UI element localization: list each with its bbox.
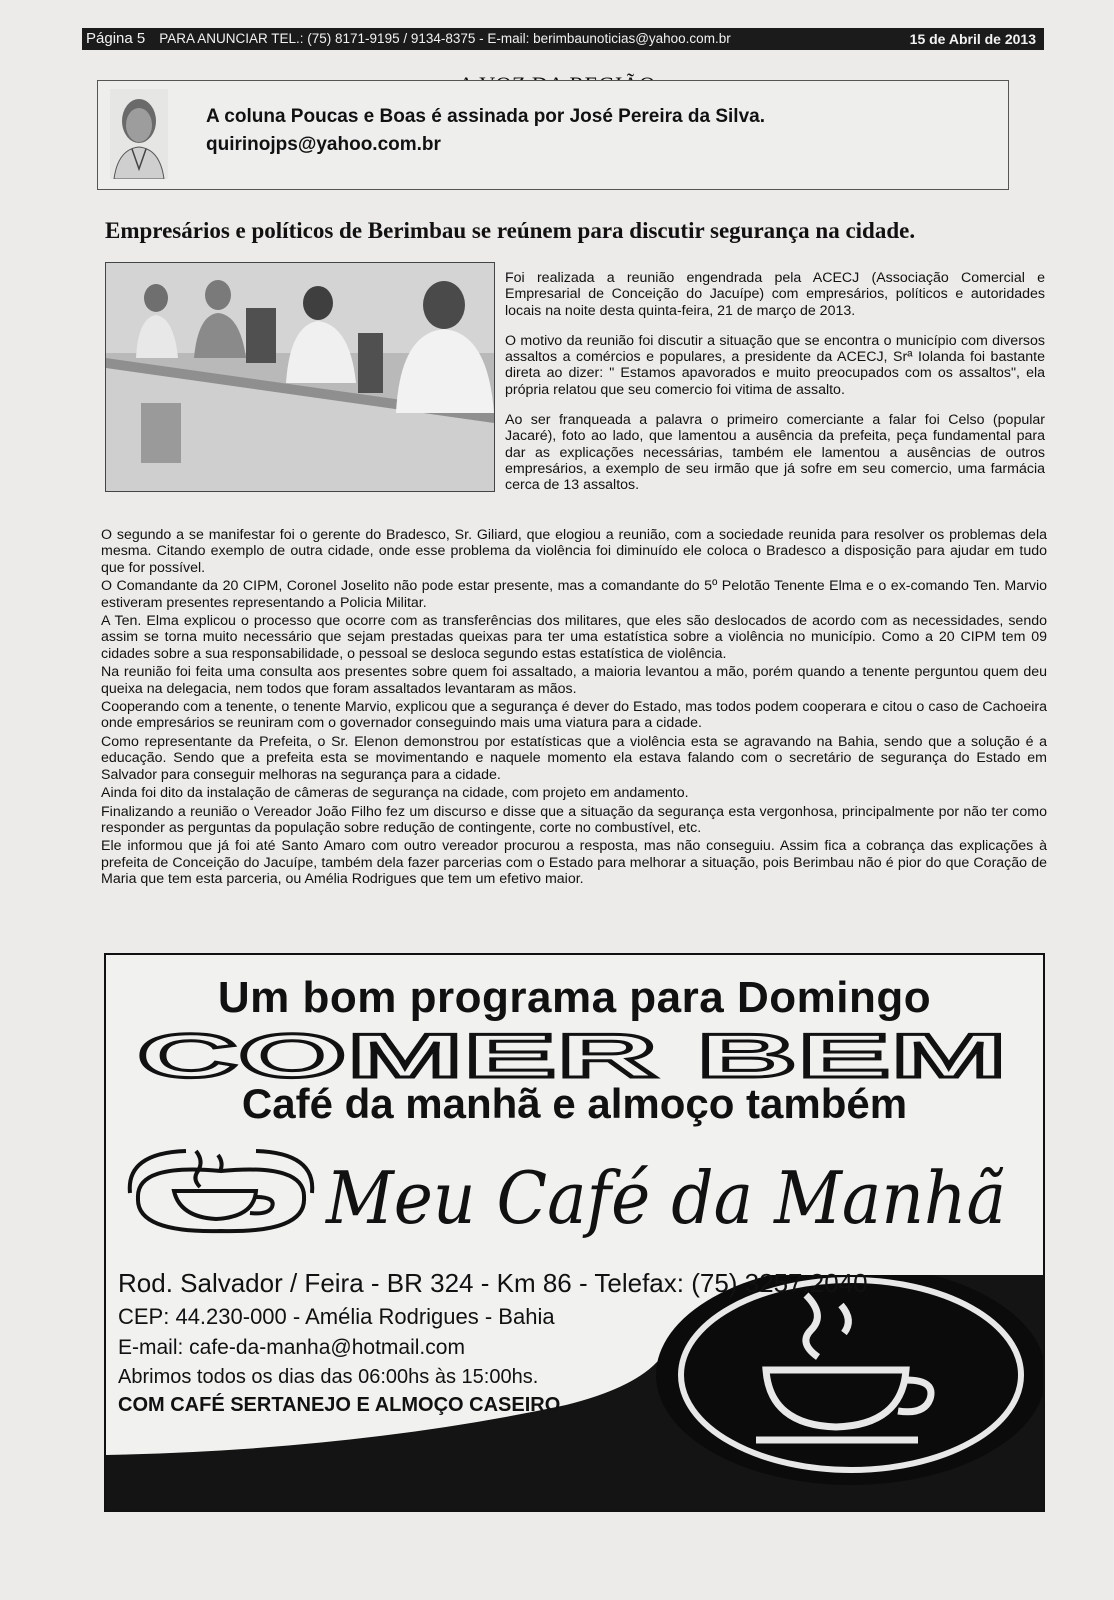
article-body: [101, 527, 1047, 890]
body-paragraph: O Comandante da 20 CIPM, Coronel Joselito não pode estar presente, mas a comandante do 5º Pelotão Tenente Elma e o ex-comando Ten. Marvio estiveram presentes representando a Policia Militar.: [101, 578, 1047, 611]
body-paragraph: Finalizando a reunião o Vereador João Filho fez um discurso e disse que a situação da segurança esta vergonhosa, principalmente por não ter como responder as perguntas da população sobre redução de contingente, corte no combustível, etc.: [101, 803, 1047, 836]
ad-outlined-title: [130, 1025, 1015, 1085]
body-paragraph: O segundo a se manifestar foi o gerente do Bradesco, Sr. Giliard, que elogiou a reunião, com a sociedade reunida para resolver os problemas dela mesma. Citando exemplo de outra cidade, onde esse problema da violência foi diminuído ele coloca o Bradesco a disposição para ajudar em tudo que for possível.: [101, 527, 1047, 576]
ad-email: E-mail: cafe-da-manha@hotmail.com: [118, 1336, 465, 1359]
intro-paragraph: O motivo da reunião foi discutir a situação que se encontra o município com diversos assaltos a comércios e populares, a presidente da ACECJ, Srª Iolanda foi bastante direta ao dizer: " Estamos apavorados e muito preocupados com os assaltos", ela própria relatou que seu comercio foi vitima de assalto.: [505, 332, 1045, 398]
issue-date: 15 de Abril de 2013: [909, 31, 1036, 47]
body-paragraph: Na reunião foi feita uma consulta aos presentes sobre quem foi assaltado, a maioria levantou a mão, porém quando a tenente perguntou quem deu queixa na delegacia, nem todos que foram assaltados levantaram as mãos.: [101, 664, 1047, 697]
contact-info: PARA ANUNCIAR TEL.: (75) 8171-9195 / 9134-8375 - E-mail: berimbaunoticias@yahoo.com.br: [159, 31, 731, 46]
column-byline: A coluna Poucas e Boas é assinada por José Pereira da Silva.: [206, 106, 765, 127]
ad-tagline: COM CAFÉ SERTANEJO E ALMOÇO CASEIRO: [118, 1394, 561, 1416]
advertisement: [104, 953, 1045, 1512]
ad-contact-block: [118, 1265, 868, 1419]
body-paragraph: Cooperando com a tenente, o tenente Marvio, explicou que a segurança é dever do Estado, mas todos podem cooperara e citou o caso de Cachoeira onde empresários se reuniram com o governador conseguindo mais uma viatura para a cidade.: [101, 699, 1047, 732]
meeting-photo: [105, 262, 495, 492]
coffee-cup-icon: [130, 1151, 313, 1231]
article-headline: Empresários e políticos de Berimbau se reúnem para discutir segurança na cidade.: [105, 218, 916, 243]
page-number: Página 5: [86, 30, 146, 47]
ad-address: Rod. Salvador / Feira - BR 324 - Km 86 - Telefax: (75) 3257.2040: [118, 1268, 868, 1298]
ad-cep: CEP: 44.230-000 - Amélia Rodrigues - Bahia: [118, 1304, 555, 1329]
article-intro: [505, 270, 1045, 508]
intro-paragraph: Ao ser franqueada a palavra o primeiro comerciante a falar foi Celso (popular Jacaré), foto ao lado, que lamentou a ausência da prefeita, peça fundamental para dar as explicações necessárias, também ele lamentou a ausências de outros empresários, a exemplo de seu irmão que já sofre em seu comercio, uma farmácia cerca de 13 assaltos.: [505, 412, 1045, 494]
body-paragraph: Como representante da Prefeita, o Sr. Elenon demonstrou por estatísticas que a violência esta se agravando na Bahia, sendo que a solução é a educação. Sendo que a prefeita esta se movimentando e naquele momento ela estava falando com o secretário de segurança do Estado em Salvador para conseguir melhoras na segurança para a cidade.: [101, 733, 1047, 783]
svg-text:COMER BEM: COMER BEM: [137, 1025, 1008, 1085]
body-paragraph: Ele informou que já foi até Santo Amaro com outro vereador procurou a resposta, mas não conseguiu. Assim fica a cobrança das explicações à prefeita de Conceição do Jacuípe, também dela fazer parcerias com o Estado para melhorar a situação, pois Berimbau não é pior do que Coração de Maria que tem esta parceria, ou Amélia Rodrigues que tem um efetivo maior.: [101, 838, 1047, 888]
body-paragraph: Ainda foi dito da instalação de câmeras de segurança na cidade, com projeto em andamento.: [101, 785, 689, 802]
author-portrait: [110, 89, 168, 179]
ad-hours: Abrimos todos os dias das 06:00hs às 15:00hs.: [118, 1366, 539, 1388]
ad-subheadline: Café da manhã e almoço também: [241, 1080, 908, 1127]
column-box: [97, 80, 1009, 190]
column-email: quirinojps@yahoo.com.br: [206, 134, 441, 155]
body-paragraph: A Ten. Elma explicou o processo que ocorre com as transferências dos militares, que eles são deslocados de acordo com as necessidades, sendo assim se torna muito necessário que sejam prestadas queixas para ter uma estatística sobre a violência no município. Como a 20 CIPM tem 09 cidades sobre a sua responsabilidade, o pessoal se desloca segundo estas estatística de violência.: [101, 613, 1047, 662]
svg-text:Meu Café da Manhã: Meu Café da Manhã: [324, 1156, 1006, 1240]
intro-paragraph: Foi realizada a reunião engendrada pela ACECJ (Associação Comercial e Empresarial de Conceição do Jacuípe) com empresários, políticos e autoridades locais na noite desta quinta-feira, 21 de março de 2013.: [505, 270, 1045, 319]
brand-logo: [126, 1143, 1026, 1243]
page-header-bar: [82, 28, 1044, 50]
ad-headline: Um bom programa para Domingo: [217, 973, 932, 1022]
